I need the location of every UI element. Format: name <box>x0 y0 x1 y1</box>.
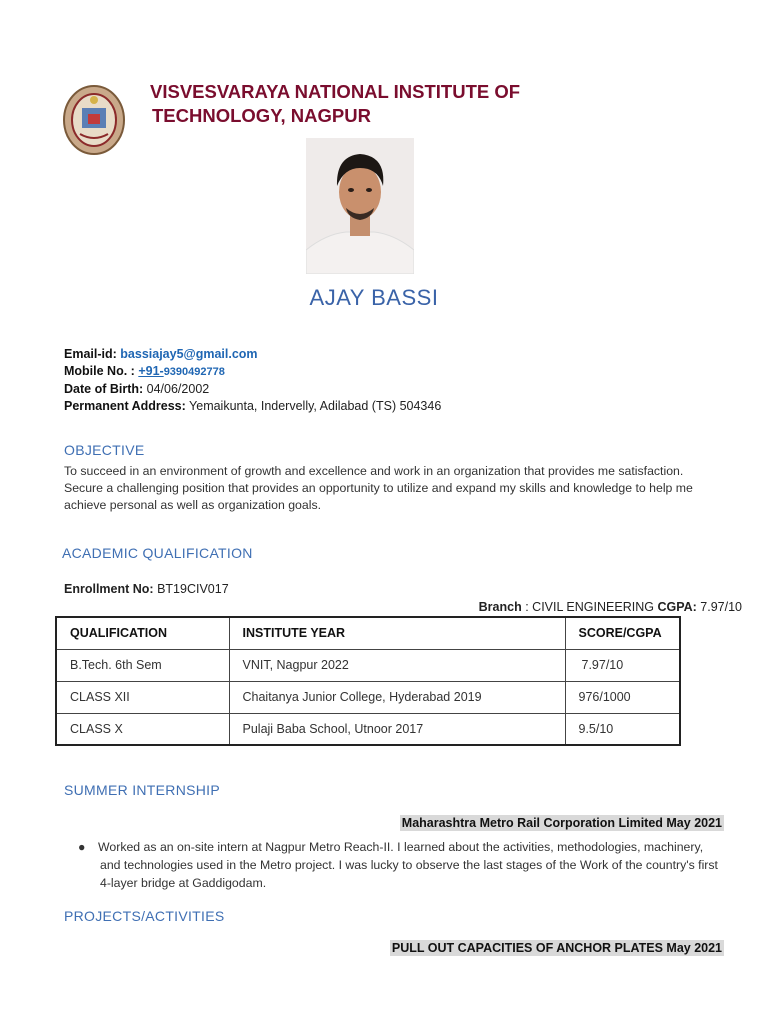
cgpa-value: 7.97/10 <box>700 600 742 614</box>
email-link[interactable]: bassiajay5@gmail.com <box>120 347 258 361</box>
address-row <box>64 398 441 415</box>
table-header-row <box>56 617 680 649</box>
mobile-number[interactable]: 9390492778 <box>163 366 225 378</box>
branch-value: : CIVIL ENGINEERING <box>525 600 654 614</box>
address-value: Yemaikunta, Indervelly, Adilabad (TS) 504346 <box>189 399 442 413</box>
address-label: Permanent Address: <box>64 399 186 413</box>
objective-heading: OBJECTIVE <box>64 442 145 458</box>
institute-title-line2: TECHNOLOGY, NAGPUR <box>152 105 371 126</box>
cgpa-label: CGPA: <box>657 600 697 614</box>
email-row <box>64 346 441 363</box>
mobile-row <box>64 363 441 381</box>
internship-bullet-text: Worked as an on-site intern at Nagpur Metro Reach-II. I learned about the activities, methodologies, machinery, and technologies used in the Metro project. I was lucky to observe the last stages of the Work of the country's first 4-layer bridge at Gaddigodam. <box>98 840 718 890</box>
qualification-table <box>55 616 681 746</box>
table-cell: VNIT, Nagpur 2022 <box>229 649 565 681</box>
table-cell: Chaitanya Junior College, Hyderabad 2019 <box>229 681 565 713</box>
table-cell: 976/1000 <box>565 681 680 713</box>
column-header: INSTITUTE YEAR <box>229 617 565 649</box>
objective-text: To succeed in an environment of growth and excellence and work in an organization that provides me satisfaction. Secure a challenging position that provides an opportunity to utilize and expand my skills and knowledge to help me achieve personal as well as organization goals. <box>64 464 693 512</box>
mobile-prefix[interactable]: +91- <box>138 364 164 378</box>
institute-title <box>150 80 520 128</box>
project-title: PULL OUT CAPACITIES OF ANCHOR PLATES May 2021 <box>391 941 722 955</box>
candidate-name: AJAY BASSI <box>309 285 439 310</box>
enrollment-value: BT19CIV017 <box>157 582 229 596</box>
bullet-icon: ● <box>78 840 86 854</box>
internship-bullet <box>78 838 718 892</box>
email-label: Email-id: <box>64 347 117 361</box>
dob-row <box>64 381 441 398</box>
table-row <box>56 713 680 745</box>
column-header: SCORE/CGPA <box>565 617 680 649</box>
table-cell: CLASS X <box>56 713 229 745</box>
projects-heading: PROJECTS/ACTIVITIES <box>64 908 225 924</box>
enrollment-row <box>64 582 229 596</box>
table-cell: B.Tech. 6th Sem <box>56 649 229 681</box>
dob-label: Date of Birth: <box>64 382 144 396</box>
institute-title-line1: VISVESVARAYA NATIONAL INSTITUTE OF <box>150 81 521 102</box>
institute-seal-icon <box>62 84 126 156</box>
contact-info <box>64 346 441 415</box>
table-cell: 9.5/10 <box>565 713 680 745</box>
enrollment-label: Enrollment No: <box>64 582 154 596</box>
column-header: QUALIFICATION <box>56 617 229 649</box>
internship-heading: SUMMER INTERNSHIP <box>64 782 220 798</box>
mobile-label: Mobile No. : <box>64 364 135 378</box>
branch-label: Branch <box>478 600 522 614</box>
profile-photo <box>306 138 414 274</box>
table-cell: Pulaji Baba School, Utnoor 2017 <box>229 713 565 745</box>
table-cell: 7.97/10 <box>565 649 680 681</box>
table-row <box>56 681 680 713</box>
dob-value: 04/06/2002 <box>146 382 210 396</box>
branch-row <box>479 600 742 614</box>
table-row <box>56 649 680 681</box>
internship-org: Maharashtra Metro Rail Corporation Limited May 2021 <box>401 816 722 830</box>
academic-heading: ACADEMIC QUALIFICATION <box>62 545 253 561</box>
table-cell: CLASS XII <box>56 681 229 713</box>
